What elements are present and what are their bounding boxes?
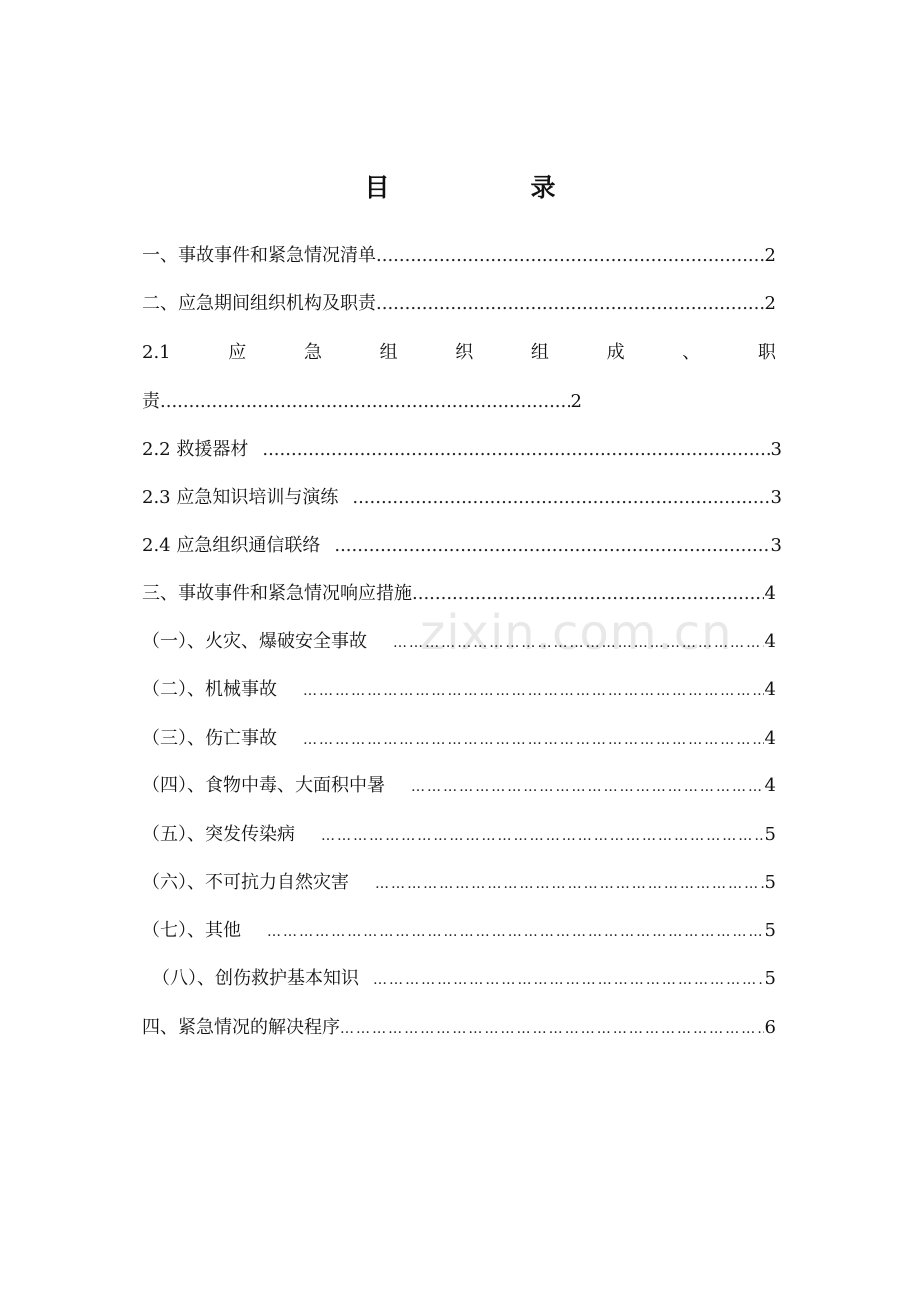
toc-leader	[375, 870, 764, 896]
toc-leader	[334, 533, 769, 559]
toc-entry-label: 2.3 应急知识培训与演练	[142, 487, 339, 508]
toc-entry-label: 2.2 救援器材	[142, 439, 249, 460]
toc-entry-label: （二）、机械事故	[142, 679, 277, 700]
toc-entry[interactable]	[142, 918, 776, 944]
toc-entry-part: 职	[757, 342, 776, 363]
toc-leader	[340, 1015, 764, 1041]
toc-entry-part: 应	[228, 342, 247, 363]
toc-page-number: 4	[764, 679, 776, 700]
toc-entry-part: 、	[682, 342, 701, 363]
toc-entry[interactable]	[142, 870, 776, 896]
toc-page-number: 3	[770, 487, 782, 508]
toc-entry-label: （七）、其他	[142, 920, 241, 941]
toc-entry[interactable]	[142, 629, 776, 655]
toc-entry-label: （一）、火灾、爆破安全事故	[142, 631, 367, 652]
toc-leader	[376, 291, 764, 317]
toc-entry[interactable]	[142, 291, 776, 317]
toc-entry-part: 成	[606, 342, 625, 363]
toc-entry-label: 2.4 应急组织通信联络	[142, 535, 321, 556]
toc-entry-part: 织	[455, 342, 474, 363]
toc-page-number: 2	[764, 245, 776, 266]
toc-leader	[262, 437, 769, 463]
toc-entry-label: （八）、创伤救护基本知识	[152, 968, 359, 989]
toc-page-number: 4	[764, 583, 776, 604]
toc-entry[interactable]	[142, 726, 776, 752]
toc-entry[interactable]	[142, 485, 782, 511]
toc-entry-label: （六）、不可抗力自然灾害	[142, 872, 349, 893]
toc-entry-label	[142, 340, 776, 366]
toc-page-number: 5	[764, 872, 776, 893]
toc-entry[interactable]	[142, 677, 776, 703]
toc-entry-part: 组	[379, 342, 398, 363]
toc-page-number: 4	[764, 728, 776, 749]
toc-entry-line1[interactable]	[142, 340, 776, 366]
toc-entry-label: （三）、伤亡事故	[142, 728, 277, 749]
toc-entry-label: 责	[142, 391, 160, 412]
page-title: 目 录	[364, 173, 614, 202]
toc-entry-part: 急	[303, 342, 322, 363]
toc-entry[interactable]	[142, 581, 776, 607]
toc-entry-label: 三、事故事件和紧急情况响应措施	[142, 583, 412, 604]
toc-leader	[373, 966, 764, 992]
toc-leader	[393, 629, 764, 655]
toc-leader	[352, 485, 769, 511]
toc-entry[interactable]	[142, 1015, 776, 1041]
toc-entry[interactable]	[142, 773, 776, 799]
toc-page-number: 4	[764, 775, 776, 796]
toc-entry-label: （五）、突发传染病	[142, 824, 295, 845]
toc-page-number: 6	[764, 1017, 776, 1038]
toc-page-number: 5	[764, 968, 776, 989]
toc-entry-label: 二、应急期间组织机构及职责	[142, 293, 376, 314]
toc-page-number: 3	[770, 535, 782, 556]
toc-entry-line2[interactable]	[142, 389, 582, 415]
toc-page-number: 5	[764, 824, 776, 845]
toc-leader	[303, 726, 764, 752]
toc-entry[interactable]	[142, 822, 776, 848]
toc-entry-part: 组	[530, 342, 549, 363]
toc-leader	[160, 389, 570, 415]
toc-leader	[411, 773, 764, 799]
watermark: zixin.com.cn	[420, 605, 733, 661]
toc-leader	[303, 677, 764, 703]
toc-page-number: 2	[764, 293, 776, 314]
toc-entry[interactable]	[142, 243, 776, 269]
toc-entry[interactable]	[142, 437, 782, 463]
toc-entry-label: （四）、食物中毒、大面积中暑	[142, 775, 385, 796]
toc-entry[interactable]	[152, 966, 776, 992]
toc-entry-label: 一、事故事件和紧急情况清单	[142, 245, 376, 266]
toc-page-number: 4	[764, 631, 776, 652]
toc-page-number: 3	[770, 439, 782, 460]
toc-entry-part: 2.1	[142, 342, 171, 363]
toc-leader	[267, 918, 764, 944]
toc-page-number: 2	[570, 391, 582, 412]
toc-leader	[376, 243, 764, 269]
toc-page-number: 5	[764, 920, 776, 941]
toc-leader	[412, 581, 764, 607]
toc-entry[interactable]	[142, 533, 782, 559]
toc-leader	[321, 822, 764, 848]
toc-entry-label: 四、紧急情况的解决程序	[142, 1017, 340, 1038]
